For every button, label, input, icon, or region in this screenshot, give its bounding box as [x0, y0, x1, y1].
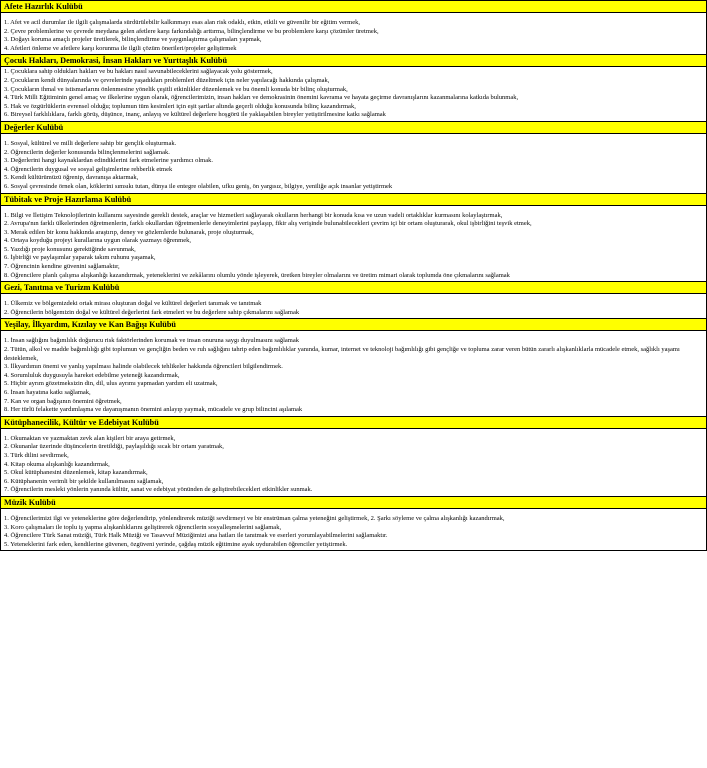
list-item: 6. Sosyal çevresinde örnek olan, köklerini sımsıkı tutan, dünya ile entegre olabilen, ufku geniş, ön yargısız, bilgiye, yeniliğe açık insanlar yetiştirmek	[4, 182, 393, 190]
list-item: 4. Öğrencilere Türk Sanat müziği, Türk Halk Müziği ve Tasavvuf Müziğimizi ana hatları ile tanıtmak ve eserleri yorumlayabilmelerini sağlamaktır.	[4, 532, 388, 540]
club-body	[1, 13, 706, 54]
club-title: Değerler Kulübü	[1, 122, 706, 134]
list-item: 5. Yeteneklerini fark eden, kendilerine güvenen, özgüveni yerinde, çağdaş müzik eğitimine ayak uydurabilen öğrenciler yetiştirmek.	[4, 540, 348, 548]
list-item: 5. Kendi kültürümüzü öğrenip, davranışa aktarmak,	[4, 174, 139, 182]
club-section-tubitak	[1, 193, 706, 282]
list-item: 1. Okumaktan ve yazmaktan zevk alan kişileri bir araya getirmek,	[4, 434, 176, 442]
list-item: 1. İnsan sağlığını bağımlılık doğurucu risk faktörlerinden korumak ve insan onuruna saygı duyulmasını sağlamak	[4, 337, 299, 345]
list-item: 1. Öğrencilerimizi ilgi ve yeteneklerine göre değerlendirip, yönlendirerek müziği sevdirmeyi ve bir enstrüman çalma yeteneğini geliştirmek, 2. Şarkı söyleme ve çalma alışkanlığı kazandırmak,	[4, 514, 505, 522]
club-title: Tübitak ve Proje Hazırlama Kulübü	[1, 194, 706, 206]
list-item: 1. Sosyal, kültürel ve milli değerlere sahip bir gençlik oluşturmak.	[4, 139, 177, 147]
club-title: Yeşilay, İlkyardım, Kızılay ve Kan Bağışı Kulübü	[1, 319, 706, 331]
list-item: 1. Çocuklara sahip oldukları hakları ve bu hakları nasıl savunabileceklerini sağlayacak yolu göstermek,	[4, 68, 273, 76]
club-title: Gezi, Tanıtma ve Turizm Kulübü	[1, 282, 706, 294]
list-item: 8. Her türlü felakette yardımlaşma ve dayanışmanın önemini anlayıp yaymak, mücadele ve grup bilincini aşılamak	[4, 406, 303, 414]
list-item: 7. Öğrencilerin mesleki yönlerin yanında kültür, sanat ve edebiyat yönünden de geliştirebilecekleri etkinlikler sunmak.	[4, 486, 313, 494]
list-item: 2. Okunanlar üzerinde düşüncelerin üretildiği, paylaşıldığı sıcak bir ortam yaratmak,	[4, 443, 224, 451]
list-item: 3. Merak edilen bir konu hakkında araştırıp, deney ve gözlemlerde bulunarak, proje oluşturmak,	[4, 228, 254, 236]
club-body	[1, 67, 706, 121]
list-item: 5. Hiçbir ayrım gözetmeksizin din, dil, ulus ayrımı yapmadan yardım eli uzatmak,	[4, 380, 218, 388]
club-title: Afete Hazırlık Kulübü	[1, 1, 706, 13]
club-title: Kütüphanecilik, Kültür ve Edebiyat Kulübü	[1, 417, 706, 429]
club-section-cocuk-haklari	[1, 54, 706, 121]
club-section-muzik	[1, 496, 706, 550]
club-body	[1, 134, 706, 193]
list-item: 1. Bilgi ve İletişim Teknolojilerinin kullanımı sayesinde gerekli destek, araçlar ve hizmetleri sağlayarak okulların herhangi bir konuda kısa ve uzun vadeli ortaklıklar kurmasını kolaylaştırmak,	[4, 211, 503, 219]
list-item: 7. Öğrencinin kendine güvenini sağlamaktır,	[4, 263, 120, 271]
club-section-gezi-tanitma	[1, 281, 706, 318]
list-item: 4. Ortaya koyduğu projeyi kurallarına uygun olarak yazmayı öğrenmek,	[4, 237, 191, 245]
list-item: 1. Afet ve acil durumlar ile ilgili çalışmalarda sürdürülebilir kalkınmayı esas alan risk odaklı, etkin, etkili ve güvenilir bir eğitim vermek,	[4, 19, 360, 26]
list-item: 2. Çocukların kendi dünyalarında ve çevrelerinde yaşadıkları problemleri düzeltmek için neler yapılacağı hakkında çalışmak,	[4, 76, 330, 84]
club-body	[1, 509, 706, 550]
list-item: 4. Türk Milli Eğitiminin genel amaç ve ilkelerine uygun olarak, öğrencilerimizin, insan hakları ve demokrasinin önemini kavrama ve hayata geçirme davranışlarını kazanmalarına katkıda bulunmak,	[4, 94, 519, 102]
list-item: 7. Kan ve organ bağışının önemini öğretmek,	[4, 397, 122, 405]
list-item: 5. Yazdığı proje konusunu gerektiğinde savunmak,	[4, 245, 136, 253]
club-section-afete-hazirlik	[1, 1, 706, 54]
list-item: 2. Öğrencilerin bölgemizin doğal ve kültürel değerlerini fark etmeleri ve bu değerlere sahip çıkmalarını sağlamak	[4, 308, 300, 316]
list-item: 6. Kütüphanenin verimli bir şekilde kullanılmasını sağlamak,	[4, 477, 164, 485]
club-title: Müzik Kulübü	[1, 497, 706, 509]
list-item: 4. Afetleri önleme ve afetlere karşı korunma ile ilgili çözüm önerileri/projeler geliştirmek	[4, 44, 237, 52]
club-section-kutuphanecilik	[1, 416, 706, 496]
list-item: 2. Öğrencilerin değerler konusunda bilinçlenmelerini sağlamak.	[4, 148, 170, 156]
list-item: 3. Koro çalışmaları ile toplu iş yapma alışkanlıklarını geliştirerek öğrencilerin sosyalleşmelerini sağlamak,	[4, 523, 282, 531]
list-item: 3. Doğayı koruma amaçlı projeler üretilerek, bilinçlendirme ve yaygınlaştırma çalışmaları yapmak,	[4, 36, 262, 44]
list-item: 3. Çocukların ihmal ve istismarlarını önlenmesine yönelik çeşitli etkinlikler düzenlemek ve bu önemli konuda bir bilinç oluşturmak,	[4, 85, 348, 93]
list-item: 6. İnsan hayatına katkı sağlamak,	[4, 389, 91, 396]
list-item: 2. Avrupa'nın farklı ülkelerinden öğretmenlerin, farklı okullardan öğretmenlerle deneyimlerini paylaşıp, fikir alış verişinde bulunabilecekleri çevrim içi bir ortam oluşturarak, okul işbirliğini teşvik etmek,	[4, 220, 532, 228]
list-item: 2. Çevre problemlerine ve çevrede meydana gelen afetlere karşı farkındalığı arttırma, bilinçlendirme ve bu problemlere karşı çözümler üretmek,	[4, 27, 379, 35]
list-item: 2. Tütün, alkol ve madde bağımlılığı gibi toplumun ve gençliğin beden ve ruh sağlığını tahrip eden bağımlılıklar yanında, kumar, internet ve teknoloji bağımlılığı gibi gençliğe ve topluma zarar veren bütün zararlı alışkanlıklarla mücadele etmek, sağlıklı yaşamı desteklemek,	[4, 346, 680, 362]
list-item: 6. İşbirliği ve paylaşımlar yaparak takım ruhunu yaşamak,	[4, 254, 156, 262]
list-item: 4. Sorumluluk duygusuyla hareket edebilme yeteneği kazandırmak,	[4, 371, 180, 379]
list-item: 4. Öğrencilerin duygusal ve sosyal gelişimlerine rehberlik etmek	[4, 165, 173, 173]
club-section-degerler	[1, 121, 706, 193]
list-item: 3. Değerlerini hangi kaynaklardan edindiklerini fark etmelerine yardımcı olmak.	[4, 157, 214, 165]
list-item: 5. Okul kütüphanesini düzenlemek, kitap kazandırmak,	[4, 469, 148, 477]
list-item: 8. Öğrencilere planlı çalışma alışkanlığı kazandırmak, yeteneklerini ve zekâlarını olumlu yönde işleyerek, üretken bireyler olmalarını ve üretim mimari olarak toplumda öne çıkmalarını sağlamak	[4, 271, 510, 279]
club-body	[1, 294, 706, 318]
club-body	[1, 331, 706, 415]
club-body	[1, 429, 706, 496]
list-item: 6. Bireysel farklılıklara, farklı görüş, düşünce, inanç, anlayış ve kültürel değerlere hoşgörü ile yaklaşabilen bireyler yetiştirilmesine katkı sağlamak	[4, 111, 386, 119]
list-item: 3. Türk dilini sevdirmek,	[4, 451, 69, 459]
list-item: 5. Hak ve özgürlüklerin evrensel olduğu; toplumun tüm kesimleri için eşit şartlar altında geçerli olduğu konusunda bilinç kazandırmak,	[4, 102, 356, 110]
club-body	[1, 206, 706, 282]
club-section-yesilay	[1, 318, 706, 415]
list-item: 1. Ülkemiz ve bölgemizdeki ortak mirası oluşturan doğal ve kültürel değerleri tanımak ve tanıtmak	[4, 300, 262, 308]
club-title: Çocuk Hakları, Demokrasi, İnsan Hakları ve Yurttaşlık Kulübü	[1, 55, 706, 67]
list-item: 3. İlkyardımın önemi ve yanlış yapılması halinde olabilecek tehlikeler hakkında öğrencileri bilgilendirmek.	[4, 363, 283, 371]
list-item: 4. Kitap okuma alışkanlığı kazandırmak,	[4, 460, 110, 468]
